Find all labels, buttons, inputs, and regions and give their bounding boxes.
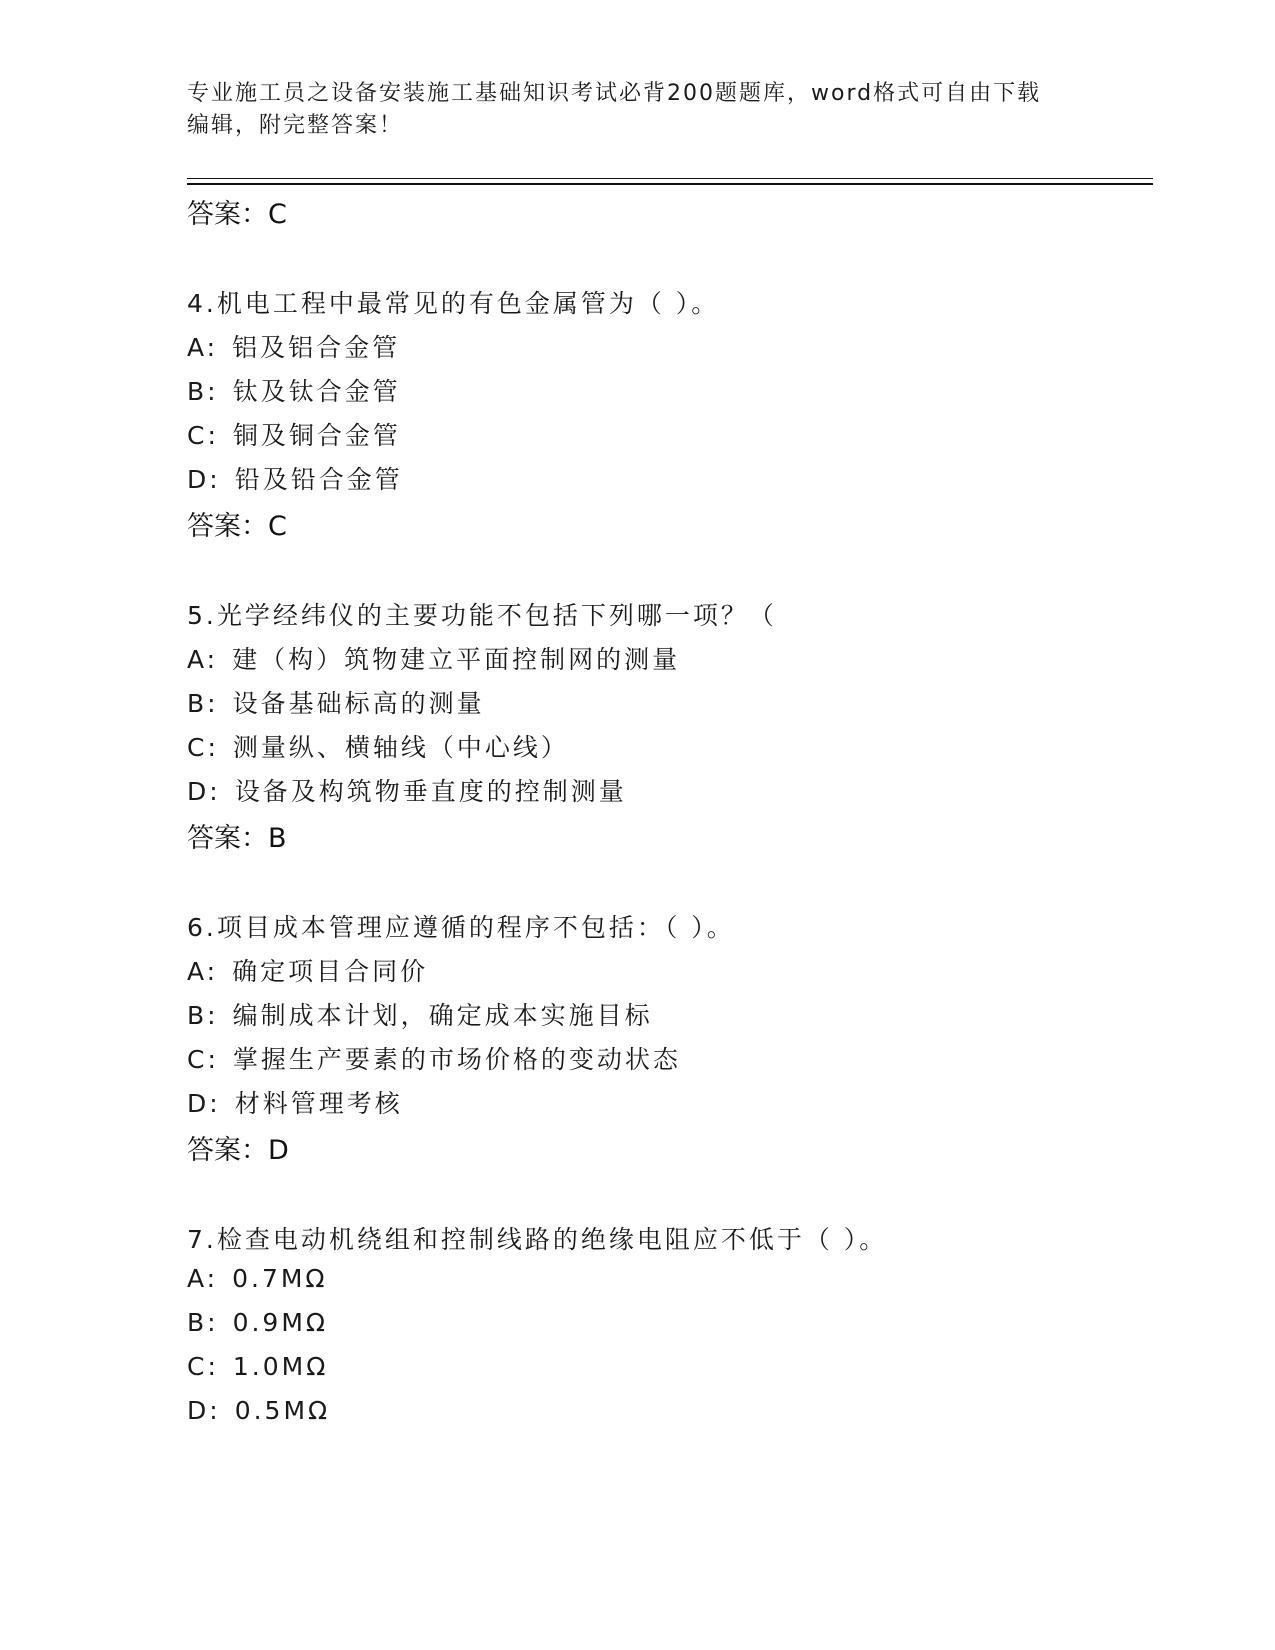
option-text: 1.0MΩ — [232, 1352, 329, 1381]
option-key: D: — [187, 1089, 221, 1118]
option-key: D: — [187, 777, 221, 806]
question-6-option-a — [187, 952, 428, 988]
question-5-option-d — [187, 772, 627, 808]
question-6-option-d — [187, 1084, 403, 1120]
option-text: 铜及铜合金管 — [232, 421, 401, 450]
question-6-option-c — [187, 1040, 681, 1076]
option-key: D: — [187, 465, 221, 494]
option-text: 编制成本计划，确定成本实施目标 — [232, 1001, 653, 1030]
option-key: D: — [187, 1396, 221, 1425]
option-key: C: — [187, 733, 219, 762]
question-4-option-b — [187, 372, 401, 408]
option-text: 确定项目合同价 — [232, 957, 429, 986]
option-key: C: — [187, 1045, 219, 1074]
question-4-option-c — [187, 416, 401, 452]
question-4-option-d — [187, 460, 403, 496]
question-5-option-c — [187, 728, 569, 764]
document-title-line-1: 专业施工员之设备安装施工基础知识考试必背200题题库，word格式可自由下载 — [187, 81, 1042, 106]
option-text: 建（构）筑物建立平面控制网的测量 — [232, 645, 681, 674]
option-key: A: — [187, 957, 219, 986]
question-7-option-d — [187, 1396, 330, 1425]
question-7-option-b — [187, 1308, 328, 1337]
option-key: B: — [187, 689, 219, 718]
question-5-option-a — [187, 640, 680, 676]
document-title-line-2: 编辑，附完整答案！ — [187, 113, 404, 138]
option-text: 铝及铝合金管 — [232, 333, 401, 362]
option-text: 材料管理考核 — [234, 1089, 403, 1118]
option-text: 铅及铅合金管 — [234, 465, 403, 494]
question-6-option-b — [187, 996, 653, 1032]
answer-q5: 答案：B — [187, 823, 287, 854]
option-key: B: — [187, 377, 219, 406]
option-key: B: — [187, 1308, 219, 1337]
question-5-option-b — [187, 684, 485, 720]
option-text: 设备及构筑物垂直度的控制测量 — [234, 777, 627, 806]
answer-q4: 答案：C — [187, 511, 287, 542]
option-text: 掌握生产要素的市场价格的变动状态 — [232, 1045, 681, 1074]
header-divider-thick — [187, 183, 1153, 185]
question-7-option-a — [187, 1264, 328, 1293]
header-divider-thin — [187, 178, 1153, 179]
option-text: 0.7MΩ — [232, 1264, 328, 1293]
option-text: 设备基础标高的测量 — [232, 689, 485, 718]
option-key: A: — [187, 333, 219, 362]
answer-q3: 答案：C — [187, 199, 287, 230]
option-text: 测量纵、横轴线（中心线） — [232, 733, 569, 762]
answer-q6: 答案：D — [187, 1135, 289, 1166]
question-4-stem: 4.机电工程中最常见的有色金属管为（ ）。 — [187, 289, 720, 318]
option-key: C: — [187, 1352, 219, 1381]
question-7-stem: 7.检查电动机绕组和控制线路的绝缘电阻应不低于（ ）。 — [187, 1225, 888, 1254]
option-key: A: — [187, 645, 219, 674]
option-key: C: — [187, 421, 219, 450]
question-4-option-a — [187, 328, 400, 364]
option-text: 0.9MΩ — [232, 1308, 329, 1337]
question-6-stem: 6.项目成本管理应遵循的程序不包括：（ ）。 — [187, 913, 735, 942]
question-7-option-c — [187, 1352, 328, 1381]
question-5-stem: 5.光学经纬仪的主要功能不包括下列哪一项？（ — [187, 601, 777, 630]
option-key: A: — [187, 1264, 219, 1293]
option-key: B: — [187, 1001, 219, 1030]
option-text: 0.5MΩ — [234, 1396, 331, 1425]
option-text: 钛及钛合金管 — [232, 377, 401, 406]
